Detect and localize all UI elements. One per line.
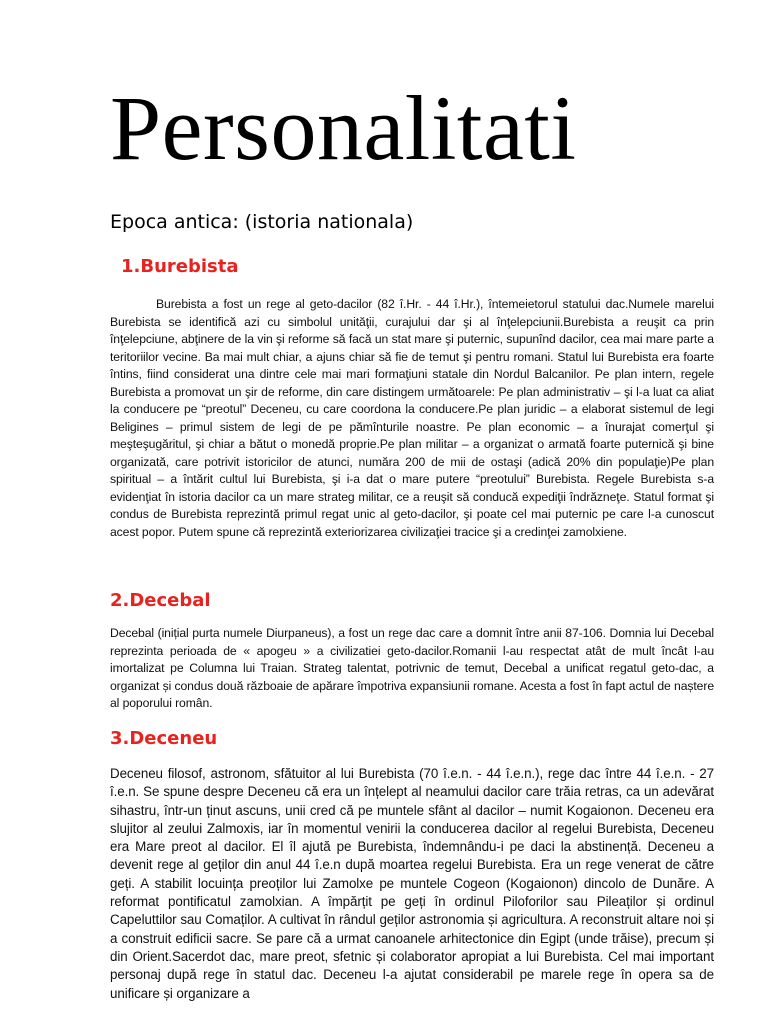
page-title: Personalitati xyxy=(110,77,577,179)
section-text-deceneu: Deceneu filosof, astronom, sfătuitor al lui Burebista (70 î.e.n. - 44 î.e.n.), rege dac între 44 î.e.n. - 27 î.e.n. Se spune despre Deceneu că era un înțelept al neamului dacilor care trăia retras, ca un adevărat sihastru, într-un ținut ascuns, unii cred că pe muntele sfânt al dacilor – numit Kogaionon. Deceneu era slujitor al zeului Zalmoxis, iar în momentul venirii la conducerea dacilor al regelui Burebista, Deceneu era Mare preot al dacilor. El îl ajută pe Burebista, îndemnându-i pe daci la abstinență. Deceneu a devenit rege al geților din anul 44 î.e.n după moartea regelui Burebista. Era un rege venerat de către geți. A stabilit locuința preoților lui Zamolxe pe muntele Cogeon (Kogaionon) dincolo de Dunăre. A reformat pontificatul zamolxian. A împărțit pe geți în ordinul Piloforilor sau Pileaților și ordinul Capeluttilor sau Comaților. A cultivat în rândul geților astronomia și agricultura. A reconstruit altare noi și a construit edificii sacre. Se pare că a urmat canoanele arhitectonice din Egipt (unde trăise), precum și din Orient.Sacerdot dac, mare preot, sfetnic și colaborator apropiat a lui Burebista. Cel mai important personaj după rege în statul dac. Deceneu l-a ajutat considerabil pe marele rege în opera sa de unificare și organizare a xyxy=(110,766,714,1001)
page-subtitle: Epoca antica: (istoria nationala) xyxy=(110,211,414,233)
section-text-decebal: Decebal (inițial purta numele Diurpaneus), a fost un rege dac care a domnit între anii 87-106. Domnia lui Decebal reprezinta perioada de « apogeu » a civilizatiei geto-dacilor.Romanii l-au respectat atât de mult încât l-au imortalizat pe Columna lui Traian. Strateg talentat, potrivnic de temut, Decebal a unificat regatul geto-dac, a organizat și condus două războaie de apărare împotriva expansiunii romane. Acesta a fost în fapt actul de naștere al poporului român. xyxy=(110,626,714,710)
section-heading-burebista: 1.Burebista xyxy=(121,256,239,277)
section-text-burebista: Burebista a fost un rege al geto-dacilor (82 î.Hr. - 44 î.Hr.), întemeietorul statului dac.Numele marelui Burebista se identifică azi cu simbolul unităţii, curajului dar şi al înţelepciunii.Burebista a reuşit ca prin înţelepciune, abţinere de la vin şi reforme să facă un stat mare şi puternic, supunînd dacilor, cea mai mare parte a teritoriilor vecine. Ba mai mult chiar, a ajuns chiar să fie de temut şi pentru romani. Statul lui Burebista era foarte întins, fiind considerat una dintre cele mai mari formaţiuni statale din Nordul Balcanilor. Pe plan intern, regele Burebista a promovat un şir de reforme, din care distingem următoarele: Pe plan administrativ – şi l-a luat ca aliat la conducere pe “preotul” Deceneu, cu care coordona la conducere.Pe plan juridic – a elaborat sistemul de legi Beligines – primul sistem de legi de pe pămînturile noastre. Pe plan economic – a înurajat comerţul şi meşteşugăritul, şi chiar a bătut o monedă proprie.Pe plan militar – a organizat o armată foarte puternică şi bine organizată, care potrivit istoricilor de atunci, număra 200 de mii de ostaşi (adică 20% din populaţie)Pe plan spiritual – a întărit cultul lui Burebista, şi i-a dat o mare putere “preotului” Burebista. Regele Burebista s-a evidenţiat în istoria dacilor ca un mare strateg militar, ce a reuşit să conducă expediţii îndrăzneţe. Statul format şi condus de Burebista reprezintă primul regat unic al geto-dacilor, şi poate cel mai puternic pe care l-a cunoscut acest popor. Putem spune că reprezintă exteriorizarea civilizaţiei tracice şi a credinţei zamolxiene. xyxy=(110,297,714,539)
section-heading-deceneu: 3.Deceneu xyxy=(110,728,218,749)
section-heading-decebal: 2.Decebal xyxy=(110,590,211,611)
